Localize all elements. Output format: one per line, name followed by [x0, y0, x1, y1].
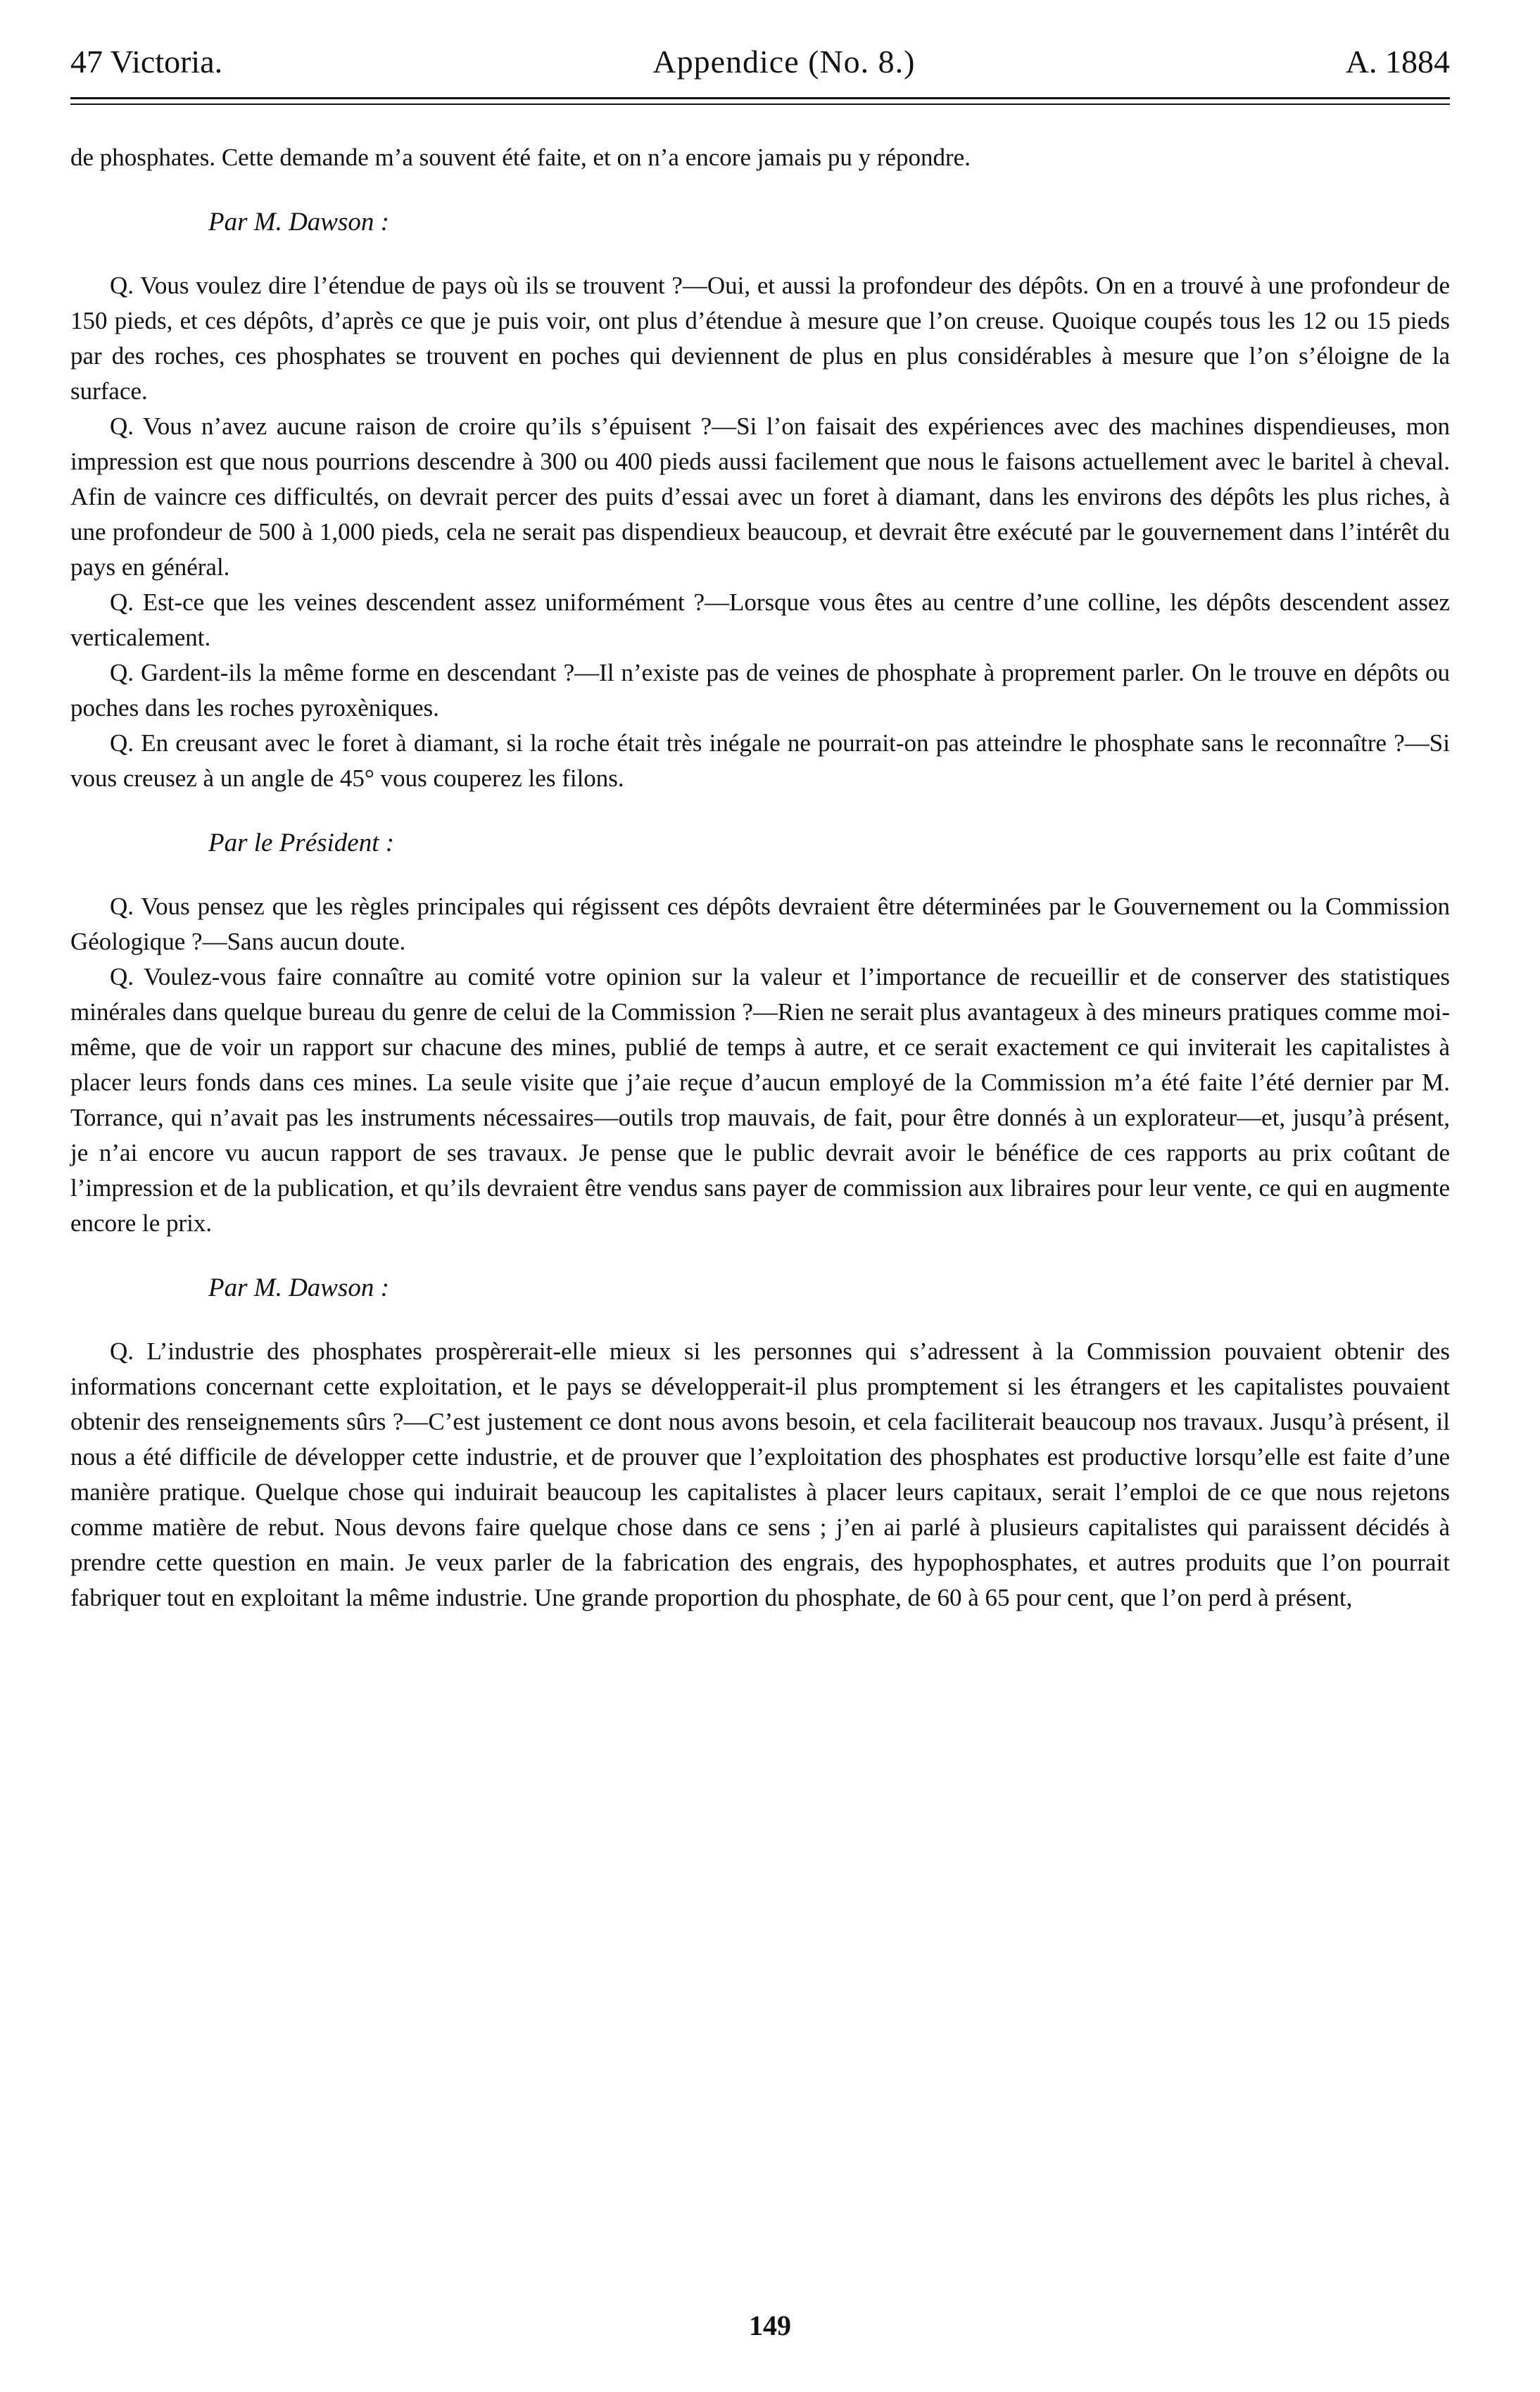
paragraph: Q. Vous voulez dire l’étendue de pays où ils se trouvent ?—Oui, et aussi la profondeur des dépôts. On en a trouvé à une profondeur de 150 pieds, et ces dépôts, d’après ce que je puis voir, ont plus d’étendue à mesure que l’on creuse. Quoique coupés tous les 12 ou 15 pieds par des roches, ces phosphates se trouvent en poches qui deviennent de plus en plus considérables à mesure que l’on s’éloigne de la surface.	[70, 272, 1450, 405]
header-left: 47 Victoria.	[70, 44, 223, 80]
paragraph: Q. Est-ce que les veines descendent assez uniformément ?—Lorsque vous êtes au centre d’une colline, les dépôts descendent assez verticalement.	[70, 588, 1450, 651]
paragraph: Q. Gardent-ils la même forme en descendant ?—Il n’existe pas de veines de phosphate à proprement parler. On le trouve en dépôts ou poches dans les roches pyroxèniques.	[70, 659, 1450, 722]
running-header	[70, 42, 1450, 97]
header-rule	[70, 97, 1450, 99]
paragraph: Q. L’industrie des phosphates prospèrerait-elle mieux si les personnes qui s’adressent à la Commission pouvaient obtenir des informations concernant cette exploitation, et le pays se développerait-il plus promptement si les étrangers et les capitalistes pouvaient obtenir des renseignements sûrs ?—C’est justement ce dont nous avons besoin, et cela faciliterait beaucoup nos travaux. Jusqu’à présent, il nous a été difficile de développer cette industrie, et de prouver que l’exploitation des phosphates est productive lorsqu’elle est faite d’une manière pratique. Quelque chose qui induirait beaucoup les capitalistes à placer leurs capitaux, serait l’emploi de ce que nous rejetons comme matière de rebut. Nous devons faire quelque chose dans ce sens ; j’en ai parlé à plusieurs capitalistes qui paraissent décidés à prendre cette question en main. Je veux parler de la fabrication des engrais, des hypophosphates, et autres produits que l’on pourrait fabriquer tout en exploitant la même industrie. Une grande proportion du phosphate, de 60 à 65 pour cent, que l’on perd à présent,	[70, 1337, 1450, 1611]
paragraph: Q. Vous pensez que les règles principales qui régissent ces dépôts devraient être déterminées par le Gouvernement ou la Commission Géologique ?—Sans aucun doute.	[70, 893, 1450, 955]
page-number: 149	[749, 2310, 791, 2341]
paragraph: Q. En creusant avec le foret à diamant, si la roche était très inégale ne pourrait-on pas atteindre le phosphate sans le reconnaître ?—Si vous creusez à un angle de 45° vous couperez les filons.	[70, 729, 1450, 792]
header-rule-second	[70, 103, 1450, 105]
header-center: Appendice (No. 8.)	[652, 44, 916, 80]
paragraph: de phosphates. Cette demande m’a souvent été faite, et on n’a encore jamais pu y répondre.	[70, 144, 971, 171]
speaker-heading: Par M. Dawson :	[208, 208, 389, 237]
speaker-heading: Par le Président :	[208, 829, 395, 857]
paragraph: Q. Voulez-vous faire connaître au comité votre opinion sur la valeur et l’importance de recueillir et de conserver des statistiques minérales dans quelque bureau du genre de celui de la Commission ?—Rien ne serait plus avantageux à des mineurs pratiques comme moi-même, que de voir un rapport sur chacune des mines, publié de temps à autre, et ce serait exactement ce qui inviterait les capitalistes à placer leurs fonds dans ces mines. La seule visite que j’aie reçue d’aucun employé de la Commission m’a été faite l’été dernier par M. Torrance, qui n’avait pas les instruments nécessaires—outils trop mauvais, de fait, pour être donnés à un explorateur—et, jusqu’à présent, je n’ai encore vu aucun rapport de ses travaux. Je pense que le public devrait avoir le bénéfice de ces rapports au prix coûtant de l’impression et de la publication, et qu’ils devraient être vendus sans payer de commission aux libraires pour leur vente, ce qui en augmente encore le prix.	[70, 963, 1450, 1237]
paragraph: Q. Vous n’avez aucune raison de croire qu’ils s’épuisent ?—Si l’on faisait des expériences avec des machines dispendieuses, mon impression est que nous pourrions descendre à 300 ou 400 pieds aussi facilement que nous le faisons actuellement avec le baritel à cheval. Afin de vaincre ces difficultés, on devrait percer des puits d’essai avec un foret à diamant, dans les environs des dépôts les plus riches, à une profondeur de 500 à 1,000 pieds, cela ne serait pas dispendieux beaucoup, et devrait être exécuté par le gouvernement dans l’intérêt du pays en général.	[70, 413, 1450, 581]
speaker-heading: Par M. Dawson :	[208, 1273, 389, 1302]
document-page	[70, 42, 1450, 1616]
body-text	[70, 140, 1450, 1616]
header-right: A. 1884	[1345, 44, 1450, 80]
